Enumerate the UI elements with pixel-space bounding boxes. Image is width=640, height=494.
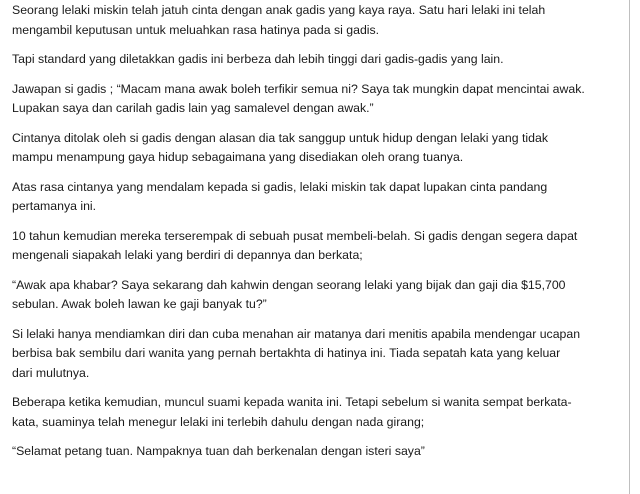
text-line: Lupakan saya dan carilah gadis lain yag samalevel dengan awak.” <box>12 101 374 115</box>
text-line: pertamanya ini. <box>12 199 97 213</box>
text-line: Beberapa ketika kemudian, muncul suami kepada wanita ini. Tetapi sebelum si wanita sempat berkata- <box>12 395 572 409</box>
paragraph <box>12 442 624 462</box>
text-line: mengenali siapakah lelaki yang berdiri di depannya dan berkata; <box>12 248 363 262</box>
document-body <box>12 0 624 462</box>
page-edge-divider <box>629 0 630 494</box>
text-line: sebulan. Awak boleh lawan ke gaji banyak tu?” <box>12 297 267 311</box>
text-line: berbisa bak sembilu dari wanita yang pernah bertakhta di hatinya ini. Tiada sepatah kata yang keluar <box>12 346 561 360</box>
paragraph <box>12 393 624 432</box>
paragraph <box>12 50 624 70</box>
text-line: Si lelaki hanya mendiamkan diri dan cuba menahan air matanya dari menitis apabila mendengar ucapan <box>12 326 581 341</box>
text-line: Seorang lelaki miskin telah jatuh cinta dengan anak gadis yang kaya raya. Satu hari lelaki ini telah <box>12 3 546 17</box>
paragraph <box>12 129 624 168</box>
text-line: mampu menampung gaya hidup sebagaimana yang disediakan oleh orang tuanya. <box>12 150 464 164</box>
text-line: mengambil keputusan untuk meluahkan rasa hatinya pada si gadis. <box>12 22 380 37</box>
paragraph <box>12 325 624 384</box>
text-line: dari mulutnya. <box>12 365 90 380</box>
text-line: Atas rasa cintanya yang mendalam kepada si gadis, lelaki miskin tak dapat lupakan cinta pandang <box>12 179 548 194</box>
text-line: 10 tahun kemudian mereka terserempak di sebuah pusat membeli-belah. Si gadis dengan segera dapat <box>12 228 578 243</box>
text-line: Jawapan si gadis ; “Macam mana awak boleh terfikir semua ni? Saya tak mungkin dapat mencintai awak. <box>12 81 585 96</box>
paragraph <box>12 178 624 217</box>
text-line: “Awak apa khabar? Saya sekarang dah kahwin dengan seorang lelaki yang bijak dan gaji dia $15,700 <box>12 277 566 292</box>
paragraph <box>12 276 624 315</box>
text-line: “Selamat petang tuan. Nampaknya tuan dah berkenalan dengan isteri saya” <box>12 444 425 458</box>
paragraph <box>12 1 624 40</box>
text-line: Tapi standard yang diletakkan gadis ini berbeza dah lebih tinggi dari gadis-gadis yang lain. <box>12 52 504 66</box>
text-line: Cintanya ditolak oleh si gadis dengan alasan dia tak sanggup untuk hidup dengan lelaki yang tidak <box>12 130 548 145</box>
paragraph <box>12 80 624 119</box>
text-line: kata, suaminya telah menegur lelaki ini terlebih dahulu dengan nada girang; <box>12 414 425 429</box>
paragraph <box>12 227 624 266</box>
